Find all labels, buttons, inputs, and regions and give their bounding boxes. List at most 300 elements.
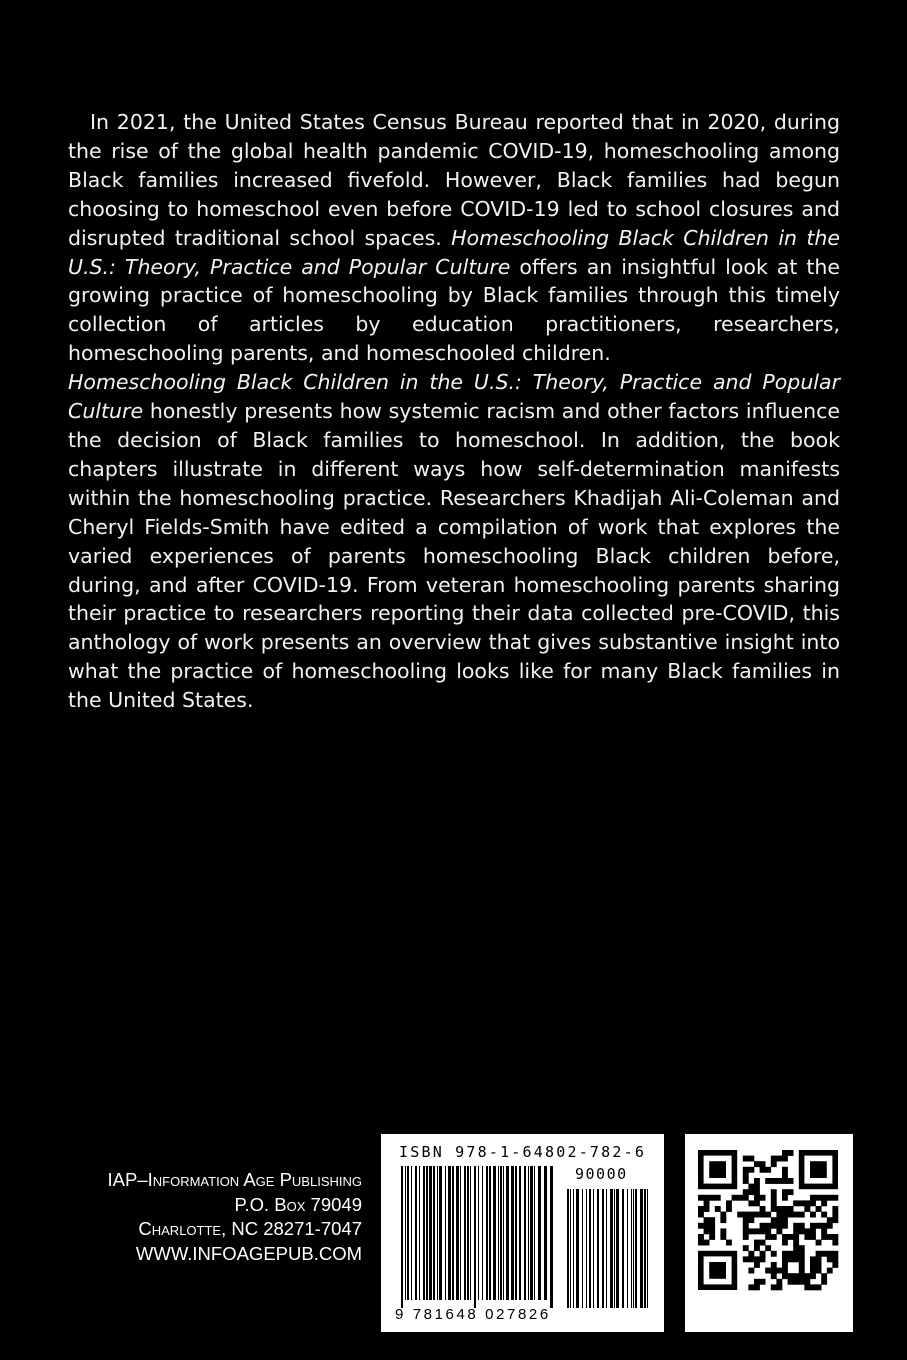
qr-module: [793, 1228, 799, 1234]
qr-module: [816, 1251, 822, 1257]
qr-module: [782, 1273, 788, 1279]
publisher-website: WWW.INFOAGEPUB.COM: [135, 1242, 362, 1264]
qr-module: [827, 1251, 833, 1257]
qr-module: [765, 1228, 771, 1234]
qr-module: [788, 1273, 794, 1279]
qr-module: [704, 1217, 710, 1223]
barcode-addon-bar: [616, 1189, 619, 1308]
qr-module: [782, 1240, 788, 1246]
qr-module: [698, 1223, 704, 1229]
qr-module: [782, 1223, 788, 1229]
qr-module: [704, 1223, 710, 1229]
qr-module: [709, 1223, 715, 1229]
qr-module: [765, 1245, 771, 1251]
barcode-bar: [544, 1166, 547, 1300]
barcode-bar: [538, 1166, 541, 1300]
qr-module: [804, 1234, 810, 1240]
qr-module: [821, 1273, 827, 1279]
qr-module: [827, 1234, 833, 1240]
qr-module: [698, 1195, 704, 1201]
qr-module: [810, 1256, 816, 1262]
qr-module: [760, 1251, 766, 1257]
qr-module: [720, 1212, 726, 1218]
qr-module: [748, 1189, 754, 1195]
qr-module: [788, 1256, 794, 1262]
barcode-addon-bar: [567, 1189, 569, 1308]
qr-finder-pattern: [709, 1161, 726, 1178]
qr-module: [771, 1223, 777, 1229]
qr-module: [788, 1178, 794, 1184]
qr-module: [771, 1189, 777, 1195]
qr-module: [748, 1228, 754, 1234]
qr-module: [771, 1284, 777, 1290]
qr-module: [810, 1262, 816, 1268]
qr-module: [704, 1228, 710, 1234]
barcode-bar: [519, 1166, 521, 1300]
qr-module: [771, 1251, 777, 1257]
qr-module: [771, 1206, 777, 1212]
qr-module: [754, 1284, 760, 1290]
qr-module: [793, 1200, 799, 1206]
book-title-italic-2: Homeschooling Black Children in the U.S.: Theory, Practice and Popular Culture: [68, 370, 840, 424]
qr-module: [760, 1212, 766, 1218]
barcode-bar: [439, 1166, 442, 1300]
barcode-bar: [550, 1166, 553, 1308]
publisher-city: Charlotte, NC 28271-7047: [138, 1218, 362, 1239]
qr-module: [704, 1206, 710, 1212]
qr-module: [816, 1223, 822, 1229]
qr-module: [799, 1200, 805, 1206]
barcode-bar: [498, 1166, 499, 1300]
isbn-barcode-panel: [381, 1134, 664, 1332]
barcode-addon-bar: [631, 1189, 632, 1308]
qr-module: [788, 1251, 794, 1257]
qr-module: [776, 1156, 782, 1162]
qr-module: [816, 1268, 822, 1274]
barcode-bar: [482, 1166, 483, 1300]
qr-module: [743, 1212, 749, 1218]
qr-module: [821, 1200, 827, 1206]
qr-module: [832, 1262, 838, 1268]
qr-module: [810, 1223, 816, 1229]
barcode-bar: [456, 1166, 459, 1300]
qr-module: [743, 1228, 749, 1234]
qr-module: [799, 1273, 805, 1279]
qr-module: [832, 1251, 838, 1257]
qr-module: [782, 1167, 788, 1173]
qr-module: [816, 1206, 822, 1212]
qr-module: [821, 1234, 827, 1240]
qr-module: [760, 1256, 766, 1262]
qr-module: [709, 1217, 715, 1223]
book-title-italic-1: Homeschooling Black Children in the U.S.: Theory, Practice and Popular Culture: [68, 225, 840, 279]
qr-module: [743, 1156, 749, 1162]
qr-module: [743, 1256, 749, 1262]
qr-module: [748, 1268, 754, 1274]
price-code: 90000: [575, 1165, 628, 1183]
qr-module: [771, 1217, 777, 1223]
qr-module: [743, 1217, 749, 1223]
qr-module: [754, 1240, 760, 1246]
qr-module: [782, 1189, 788, 1195]
qr-module: [782, 1212, 788, 1218]
qr-module: [832, 1217, 838, 1223]
qr-module: [748, 1184, 754, 1190]
qr-module: [782, 1178, 788, 1184]
qr-module: [832, 1256, 838, 1262]
barcode-addon-bar: [633, 1189, 634, 1308]
qr-module: [793, 1256, 799, 1262]
qr-module: [771, 1262, 777, 1268]
qr-module: [748, 1284, 754, 1290]
qr-module: [720, 1228, 726, 1234]
barcode-addon-bar: [606, 1189, 607, 1308]
barcode-addon-bar: [582, 1189, 583, 1308]
barcode-addon-bar: [622, 1189, 624, 1308]
qr-module: [754, 1245, 760, 1251]
qr-module: [793, 1279, 799, 1285]
qr-module: [793, 1251, 799, 1257]
qr-module: [810, 1195, 816, 1201]
barcode-addon-bar: [602, 1189, 604, 1308]
qr-module: [743, 1223, 749, 1229]
barcode-bar: [470, 1166, 471, 1300]
qr-module: [737, 1195, 743, 1201]
qr-module: [827, 1256, 833, 1262]
qr-module: [782, 1256, 788, 1262]
qr-module: [771, 1178, 777, 1184]
barcode-bar: [493, 1166, 496, 1300]
qr-module: [827, 1195, 833, 1201]
qr-module: [776, 1284, 782, 1290]
qr-module: [810, 1234, 816, 1240]
qr-module: [782, 1172, 788, 1178]
barcode-bar: [433, 1166, 435, 1300]
qr-module: [793, 1234, 799, 1240]
qr-module: [704, 1240, 710, 1246]
back-cover-blurb: [68, 108, 840, 715]
qr-module: [754, 1262, 760, 1268]
publisher-name: IAP–Information Age Publishing: [107, 1169, 362, 1190]
qr-module: [748, 1256, 754, 1262]
qr-module: [832, 1234, 838, 1240]
qr-module: [782, 1206, 788, 1212]
qr-module: [698, 1234, 704, 1240]
qr-module: [776, 1279, 782, 1285]
qr-module: [760, 1279, 766, 1285]
barcode-addon-bar: [610, 1189, 613, 1308]
barcode-bar: [407, 1166, 409, 1300]
qr-module: [782, 1195, 788, 1201]
barcode-bar: [464, 1166, 466, 1300]
qr-module: [799, 1251, 805, 1257]
qr-module: [754, 1212, 760, 1218]
qr-module: [771, 1161, 777, 1167]
qr-module: [737, 1212, 743, 1218]
qr-module: [754, 1178, 760, 1184]
barcode-bar: [474, 1166, 476, 1308]
qr-module: [810, 1228, 816, 1234]
qr-module: [748, 1167, 754, 1173]
ean-barcode-graphic: [381, 1134, 664, 1332]
barcode-bar: [528, 1166, 529, 1300]
qr-module: [804, 1284, 810, 1290]
qr-module: [788, 1234, 794, 1240]
qr-module: [754, 1228, 760, 1234]
qr-module: [760, 1228, 766, 1234]
qr-module: [754, 1256, 760, 1262]
qr-module: [821, 1195, 827, 1201]
qr-module: [748, 1217, 754, 1223]
qr-module: [754, 1279, 760, 1285]
barcode-addon-bar: [589, 1189, 591, 1308]
qr-module: [698, 1212, 704, 1218]
qr-module: [827, 1268, 833, 1274]
qr-module: [776, 1228, 782, 1234]
qr-module: [726, 1206, 732, 1212]
barcode-bar: [452, 1166, 454, 1300]
qr-module: [782, 1150, 788, 1156]
qr-module: [765, 1212, 771, 1218]
qr-module: [799, 1223, 805, 1229]
qr-module: [821, 1228, 827, 1234]
qr-module: [788, 1212, 794, 1218]
barcode-addon-bar: [573, 1189, 574, 1308]
qr-module: [832, 1212, 838, 1218]
barcode-bar: [503, 1166, 504, 1300]
qr-module: [771, 1195, 777, 1201]
barcode-addon-bar: [597, 1189, 599, 1308]
qr-module: [771, 1156, 777, 1162]
barcode-bar: [405, 1166, 406, 1300]
qr-module: [788, 1279, 794, 1285]
blurb-p1-rest: offers an insightful look at the growing practice of homeschooling by Black families through this timely collection of articles by education practitioners, researchers, homeschooling parents, and homeschooled children.: [68, 254, 840, 366]
qr-module: [715, 1195, 721, 1201]
qr-module: [754, 1200, 760, 1206]
qr-module: [782, 1234, 788, 1240]
barcode-bar: [534, 1166, 535, 1300]
barcode-bar: [419, 1166, 420, 1300]
qr-module: [832, 1206, 838, 1212]
qr-module: [765, 1268, 771, 1274]
barcode-bar: [478, 1166, 479, 1300]
barcode-bar: [426, 1166, 428, 1300]
qr-module: [793, 1240, 799, 1246]
qr-module: [748, 1251, 754, 1257]
qr-module: [720, 1234, 726, 1240]
qr-module: [743, 1234, 749, 1240]
qr-module: [726, 1240, 732, 1246]
qr-module: [799, 1212, 805, 1218]
qr-code-panel: [685, 1134, 853, 1332]
qr-code-graphic: [685, 1134, 853, 1332]
qr-module: [765, 1178, 771, 1184]
qr-module: [776, 1223, 782, 1229]
qr-module: [821, 1251, 827, 1257]
qr-module: [748, 1212, 754, 1218]
barcode-bar: [448, 1166, 451, 1300]
isbn-label: ISBN 978-1-64802-782-6: [399, 1143, 647, 1161]
barcode-bar: [445, 1166, 446, 1300]
qr-module: [771, 1200, 777, 1206]
barcode-bar: [486, 1166, 488, 1300]
barcode-bar: [530, 1166, 533, 1300]
qr-module: [832, 1195, 838, 1201]
qr-finder-pattern: [709, 1262, 726, 1279]
qr-module: [748, 1200, 754, 1206]
qr-module: [760, 1206, 766, 1212]
qr-module: [760, 1240, 766, 1246]
qr-module: [743, 1195, 749, 1201]
qr-module: [743, 1178, 749, 1184]
qr-module: [743, 1167, 749, 1173]
qr-module: [720, 1217, 726, 1223]
qr-module: [788, 1206, 794, 1212]
qr-module: [788, 1150, 794, 1156]
qr-module: [782, 1251, 788, 1257]
qr-module: [776, 1217, 782, 1223]
barcode-addon-bar: [635, 1189, 637, 1308]
qr-module: [810, 1200, 816, 1206]
qr-module: [765, 1234, 771, 1240]
barcode-addon-bar: [614, 1189, 615, 1308]
qr-module: [704, 1200, 710, 1206]
qr-module: [782, 1268, 788, 1274]
qr-module: [816, 1195, 822, 1201]
barcode-bar: [401, 1166, 403, 1308]
barcode-bar: [437, 1166, 438, 1300]
barcode-bar: [489, 1166, 491, 1300]
barcode-bar: [460, 1166, 461, 1300]
qr-module: [743, 1189, 749, 1195]
qr-module: [771, 1268, 777, 1274]
barcode-bar: [515, 1166, 517, 1300]
publisher-po-box: P.O. Box 79049: [234, 1193, 362, 1215]
qr-module: [799, 1228, 805, 1234]
qr-module: [709, 1228, 715, 1234]
barcode-addon-bar: [586, 1189, 587, 1308]
qr-module: [776, 1206, 782, 1212]
qr-module: [726, 1200, 732, 1206]
barcode-bar: [467, 1166, 469, 1300]
qr-module: [776, 1212, 782, 1218]
qr-module: [816, 1284, 822, 1290]
qr-module: [732, 1195, 738, 1201]
qr-module: [760, 1195, 766, 1201]
blurb-p2-rest: honestly presents how systemic racism and other factors influence the decision of Black families to homeschool. In addition, the book chapters illustrate in different ways how self-determination manifests within the homeschooling practice. Researchers Khadijah Ali-Coleman and Cheryl Fields-Smith have edited a compilation of work that explores the varied experiences of parents homeschooling Black children before, during, and after COVID-19. From veteran homeschooling parents sharing their practice to researchers reporting their data collected pre-COVID, this anthology of work presents an overview that gives substantive insight into what the practice of homeschooling looks like for many Black families in the United States.: [68, 399, 840, 713]
qr-module: [782, 1156, 788, 1162]
qr-module: [788, 1189, 794, 1195]
blurb-paragraph-1: [68, 108, 840, 368]
qr-module: [821, 1212, 827, 1218]
qr-module: [799, 1279, 805, 1285]
qr-module: [782, 1217, 788, 1223]
barcode-bar: [423, 1166, 425, 1300]
barcode-addon-bar: [570, 1189, 571, 1308]
qr-module: [754, 1161, 760, 1167]
barcode-addon-bar: [593, 1189, 594, 1308]
qr-module: [771, 1273, 777, 1279]
qr-module: [776, 1268, 782, 1274]
qr-module: [816, 1240, 822, 1246]
qr-module: [793, 1223, 799, 1229]
qr-module: [776, 1178, 782, 1184]
qr-module: [804, 1273, 810, 1279]
qr-module: [821, 1223, 827, 1229]
qr-module: [827, 1223, 833, 1229]
qr-module: [754, 1184, 760, 1190]
barcode-addon-bar: [640, 1189, 643, 1308]
qr-module: [793, 1245, 799, 1251]
qr-module: [810, 1212, 816, 1218]
qr-module: [799, 1245, 805, 1251]
qr-module: [804, 1200, 810, 1206]
barcode-bar: [511, 1166, 514, 1300]
qr-module: [821, 1279, 827, 1285]
qr-module: [754, 1195, 760, 1201]
publisher-address: [60, 1168, 362, 1266]
barcode-bar: [500, 1166, 502, 1300]
qr-module: [816, 1256, 822, 1262]
barcode-addon-bar: [644, 1189, 646, 1308]
barcode-bar: [415, 1166, 417, 1300]
qr-module: [765, 1167, 771, 1173]
qr-module: [799, 1268, 805, 1274]
qr-module: [760, 1223, 766, 1229]
qr-module: [765, 1223, 771, 1229]
qr-module: [743, 1245, 749, 1251]
qr-module: [709, 1234, 715, 1240]
qr-module: [810, 1284, 816, 1290]
qr-module: [743, 1172, 749, 1178]
qr-module: [810, 1268, 816, 1274]
barcode-bar: [429, 1166, 432, 1300]
qr-module: [760, 1167, 766, 1173]
barcode-addon-bar: [576, 1189, 579, 1308]
qr-module: [793, 1273, 799, 1279]
qr-module: [771, 1234, 777, 1240]
qr-module: [748, 1156, 754, 1162]
qr-module: [804, 1279, 810, 1285]
qr-module: [754, 1189, 760, 1195]
qr-module: [782, 1262, 788, 1268]
qr-module: [832, 1240, 838, 1246]
barcode-bar: [506, 1166, 509, 1300]
blurb-p1-text: In 2021, the United States Census Bureau reported that in 2020, during the rise of the global health pandemic COVID-19, homeschooling among Black families increased fivefold. However, Black families had begun choosing to homeschool even before COVID-19 led to school closures and disrupted traditional school spaces.: [68, 110, 840, 250]
qr-module: [793, 1212, 799, 1218]
ean-digits: 9 781648 027826: [395, 1306, 551, 1323]
barcode-addon-bar: [647, 1189, 648, 1308]
qr-module: [827, 1217, 833, 1223]
qr-finder-pattern: [810, 1161, 827, 1178]
qr-module: [816, 1262, 822, 1268]
qr-module: [760, 1161, 766, 1167]
qr-module: [799, 1262, 805, 1268]
qr-module: [715, 1206, 721, 1212]
barcode-bar: [411, 1166, 412, 1300]
qr-module: [799, 1256, 805, 1262]
qr-module: [810, 1273, 816, 1279]
barcode-addon-bar: [627, 1189, 628, 1308]
qr-module: [709, 1195, 715, 1201]
qr-module: [804, 1206, 810, 1212]
barcode-bar: [524, 1166, 526, 1300]
blurb-paragraph-2: [68, 368, 840, 715]
qr-module: [698, 1240, 704, 1246]
qr-module: [704, 1195, 710, 1201]
qr-module: [698, 1206, 704, 1212]
qr-module: [804, 1228, 810, 1234]
